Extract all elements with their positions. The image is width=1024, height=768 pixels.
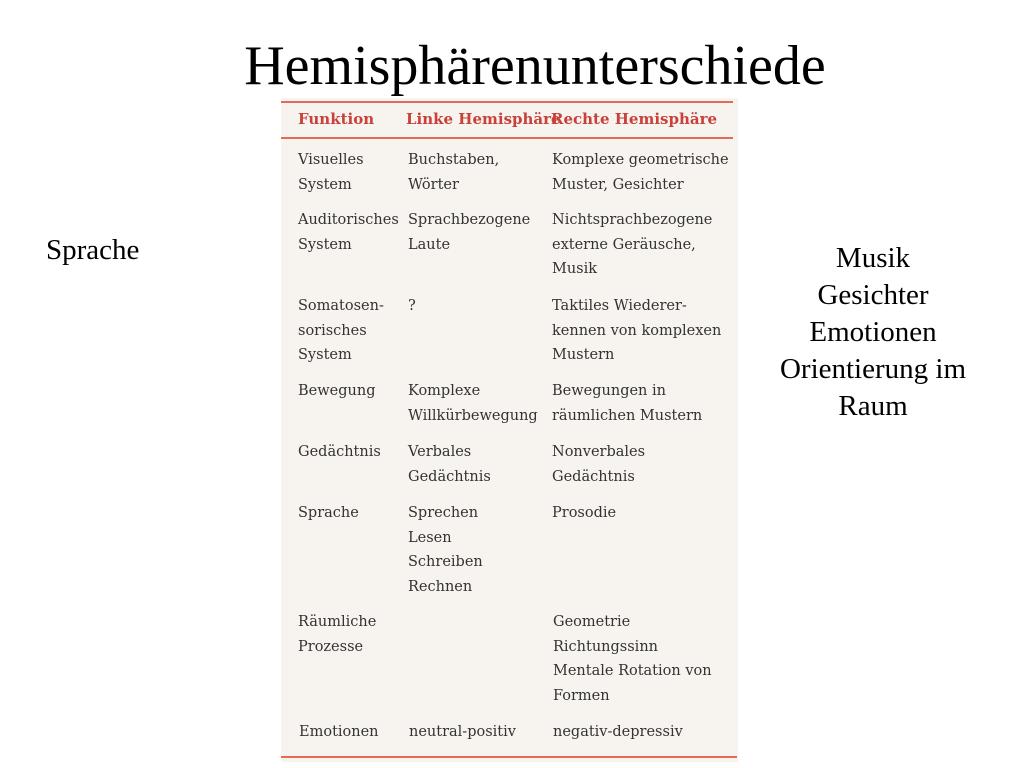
header-linke-hemisphaere: Linke Hemisphäre [406, 110, 561, 128]
function-cell: Visuelles System [298, 152, 364, 193]
table-bottom-rule [281, 756, 737, 758]
left-cell: neutral-positiv [409, 724, 516, 740]
right-cell: Prosodie [552, 505, 617, 521]
left-cell: ? [408, 298, 416, 314]
function-cell: Auditorisches System [298, 212, 399, 253]
right-item: Raum [838, 390, 908, 422]
right-list [758, 240, 988, 425]
function-cell: Bewegung [298, 383, 376, 399]
right-cell: Bewegungen in räumlichen Mustern [552, 383, 703, 424]
right-cell: Komplexe geometrische Muster, Gesichter [552, 152, 729, 193]
right-item: Gesichter [817, 279, 929, 311]
left-cell: Sprachbezogene Laute [408, 212, 531, 253]
table-top-rule [281, 101, 733, 103]
right-item: Emotionen [809, 316, 937, 348]
right-item: Orientierung im [779, 353, 967, 385]
function-cell: Gedächtnis [298, 444, 381, 460]
function-cell: Räumliche Prozesse [298, 614, 377, 655]
left-cell: Sprechen Lesen Schreiben Rechnen [408, 505, 483, 595]
function-cell: Somatosen- sorisches System [298, 298, 384, 363]
left-cell: Buchstaben, Wörter [408, 152, 500, 193]
slide-title: Hemisphärenunterschiede [244, 35, 826, 97]
right-cell: Nichtsprachbezogene externe Geräusche, Musik [552, 212, 713, 277]
function-cell: Sprache [298, 505, 359, 521]
table-header-rule [281, 137, 733, 139]
left-label: Sprache [46, 234, 140, 266]
right-cell: Taktiles Wiederer- kennen von komplexen Mustern [552, 298, 722, 363]
right-item: Musik [835, 242, 911, 274]
header-rechte-hemisphaere: Rechte Hemisphäre [551, 110, 718, 128]
right-cell: Geometrie Richtungssinn Mentale Rotation von Formen [553, 614, 712, 704]
header-funktion: Funktion [298, 110, 375, 128]
right-cell: Nonverbales Gedächtnis [552, 444, 646, 485]
left-cell: Komplexe Willkürbewegung [408, 383, 538, 424]
left-cell: Verbales Gedächtnis [408, 444, 491, 485]
right-cell: negativ-depressiv [553, 724, 683, 740]
function-cell: Emotionen [299, 724, 379, 740]
